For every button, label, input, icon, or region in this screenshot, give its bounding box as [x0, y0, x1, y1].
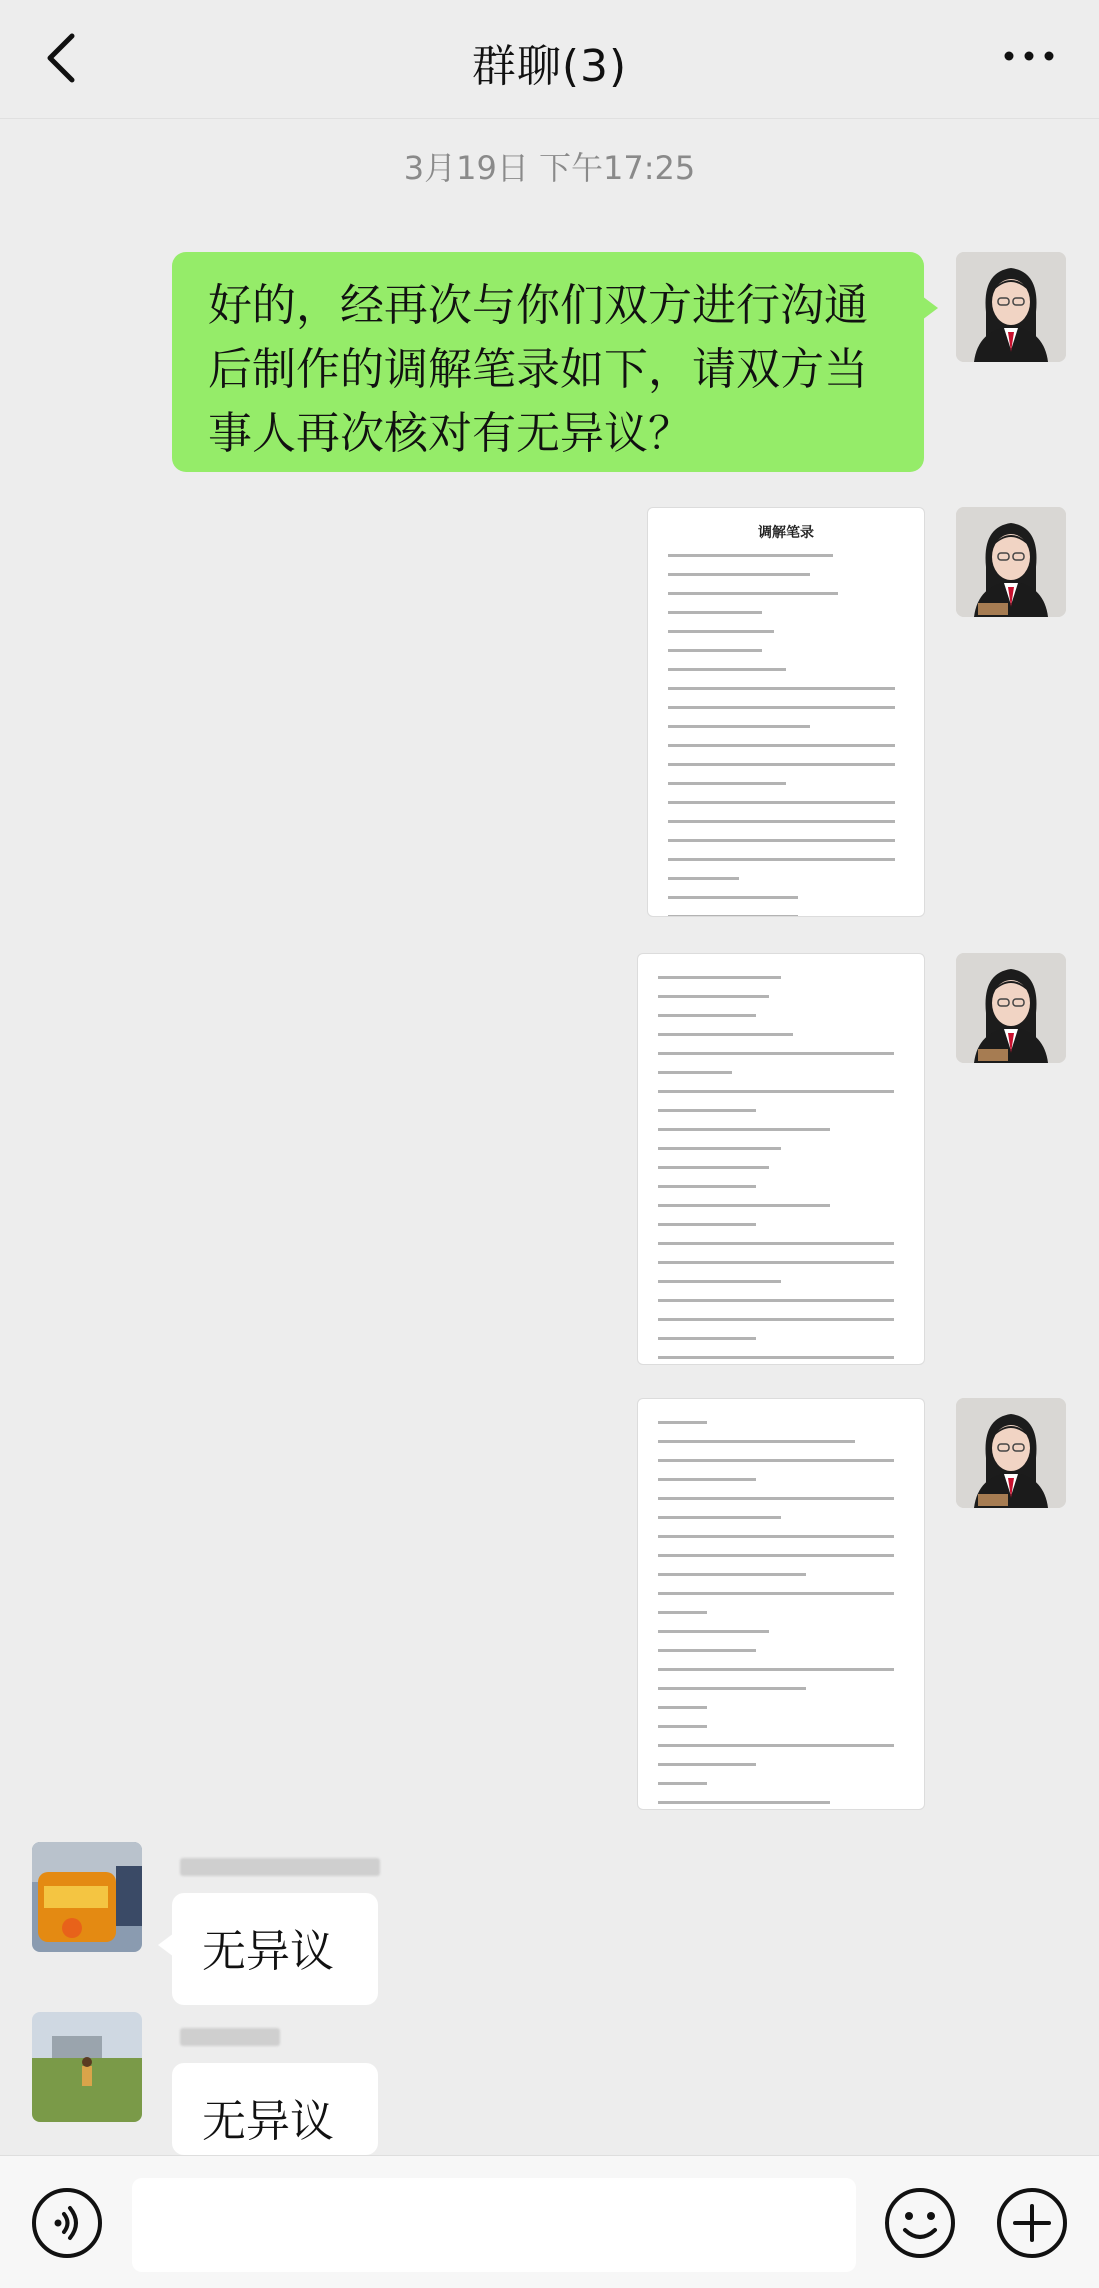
avatar[interactable] [32, 2012, 142, 2122]
more-button[interactable] [999, 36, 1059, 76]
document-text-lines [658, 976, 904, 1365]
incoming-text-bubble[interactable]: 无异议 [172, 1893, 378, 2005]
avatar[interactable] [956, 1398, 1066, 1508]
plus-icon [995, 2186, 1069, 2260]
judge-avatar-image [956, 507, 1066, 617]
incoming-text-bubble[interactable]: 无异议 [172, 2063, 378, 2155]
document-image-message[interactable] [647, 507, 925, 917]
avatar[interactable] [956, 953, 1066, 1063]
more-dots-icon [999, 36, 1059, 76]
voice-button[interactable] [30, 2186, 104, 2260]
outgoing-text-bubble[interactable]: 好的，经再次与你们双方进行沟通后制作的调解笔录如下，请双方当事人再次核对有无异议？ [172, 252, 924, 472]
page-title: 群聊(3) [471, 41, 628, 92]
voice-icon [30, 2186, 104, 2260]
message-timestamp: 3月19日 下午17:25 [403, 149, 696, 187]
sender-name-blurred [180, 1858, 380, 1876]
more-actions-button[interactable] [995, 2186, 1069, 2260]
emoji-button[interactable] [883, 2186, 957, 2260]
avatar[interactable] [956, 507, 1066, 617]
judge-avatar-image [956, 953, 1066, 1063]
emoji-icon [883, 2186, 957, 2260]
chat-header [0, 0, 1099, 119]
judge-avatar-image [956, 1398, 1066, 1508]
document-title: 调解笔录 [758, 525, 814, 541]
product-photo-avatar [32, 1842, 142, 1952]
sender-name-blurred [180, 2028, 280, 2046]
document-text-lines [668, 554, 904, 917]
avatar[interactable] [956, 252, 1066, 362]
input-bar [0, 2155, 1099, 2288]
document-text-lines [658, 1421, 904, 1810]
judge-avatar-image [956, 252, 1066, 362]
outdoor-photo-avatar [32, 2012, 142, 2122]
message-input[interactable] [132, 2178, 856, 2272]
document-image-message[interactable] [637, 953, 925, 1365]
document-image-message[interactable] [637, 1398, 925, 1810]
avatar[interactable] [32, 1842, 142, 1952]
